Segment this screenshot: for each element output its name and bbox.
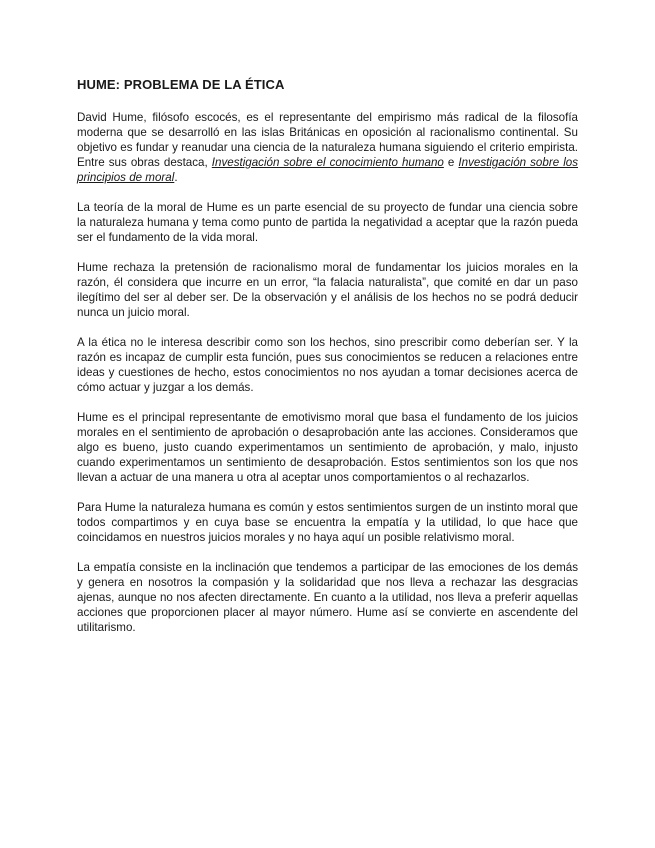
intro-text-part3: . [174,171,178,184]
paragraph-falacia-naturalista: Hume rechaza la pretensión de racionalismo moral de fundamentar los juicios morales en la razón, él considera que incurre en un error, “la falacia naturalista”, que comité en dar un paso ilegítimo del ser al deber ser. De la observación y el análisis de los hechos no se podrá deducir nunca un juicio moral. [77,261,578,319]
paragraph-teoria-moral: La teoría de la moral de Hume es un parte esencial de su proyecto de fundar una ciencia sobre la naturaleza humana y tema como punto de partida la negatividad a aceptar que la razón pueda ser el fundamento de la vida moral. [77,201,578,244]
paragraph-naturaleza-humana: Para Hume la naturaleza humana es común y estos sentimientos surgen de un instinto moral que todos compartimos y en cuya base se encuentra la empatía y la utilidad, lo que hace que coincidamos en nuestros juicios morales y no haya aquí un posible relativismo moral. [77,501,578,544]
work-title-principios: Investigación sobre los principios de moral [77,156,579,184]
paragraph-empatia-utilidad: La empatía consiste en la inclinación que tendemos a participar de las emociones de los demás y genera en nosotros la compasión y la solidaridad que nos lleva a rechazar las desgracias ajenas, aunque no nos afecten directamente. En cuanto a la utilidad, nos lleva a preferir aquellas acciones que proporcionen placer al mayor número. Hume así se convierte en ascendente del utilitarismo. [77,561,578,634]
paragraph-emotivismo: Hume es el principal representante de emotivismo moral que basa el fundamento de los juicios morales en el sentimiento de aprobación o desaprobación ante las acciones. Consideramos que algo es bueno, justo cuando experimentamos un sentimiento de aprobación, y malo, injusto cuando experimentamos un sentimiento de desaprobación. Estos sentimientos son los que nos llevan a actuar de una manera u otra al aceptar unos comportamientos o al rechazarlos. [77,411,578,484]
document-body [77,76,578,650]
intro-text-part1: David Hume, filósofo escocés, es el representante del empirismo más radical de la filosofía moderna que se desarrolló en las islas Británicas en oposición al racionalismo continental. Su objetivo es fundar y reanudar una ciencia de la naturaleza humana siguiendo el criterio empirista. Entre sus obras destaca, [77,111,578,169]
intro-text-part2: e [443,156,459,169]
document-title: HUME: PROBLEMA DE LA ÉTICA [77,77,285,92]
intro-paragraph [77,110,578,185]
work-title-conocimiento: Investigación sobre el conocimiento humano [211,156,444,169]
paragraph-razon-etica: A la ética no le interesa describir como son los hechos, sino prescribir como deberían ser. Y la razón es incapaz de cumplir esta función, pues sus conocimientos se reducen a relaciones entre ideas y cuestiones de hecho, estos conocimientos no nos ayudan a tomar decisiones acerca de cómo actuar y juzgar a los demás. [77,336,578,394]
